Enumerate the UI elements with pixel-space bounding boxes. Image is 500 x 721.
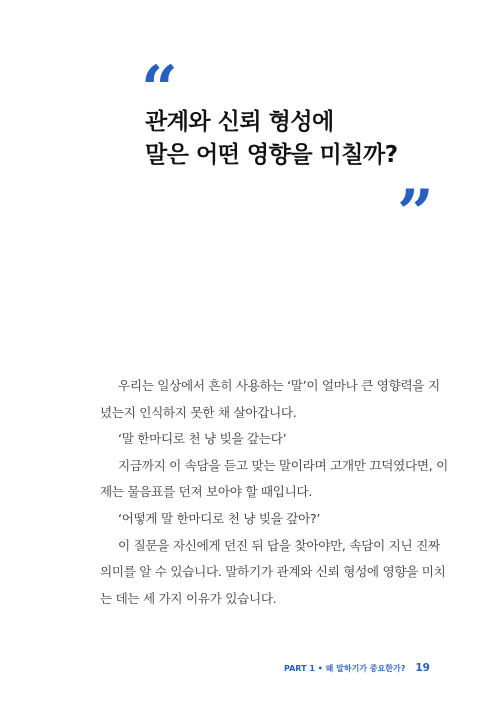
page-footer xyxy=(284,662,430,674)
title-line-2: 말은 어떤 영향을 미칠까? xyxy=(145,142,398,168)
body-line: 제는 물음표를 던져 보아야 할 때입니다. xyxy=(100,484,313,500)
body-line: 이 질문을 자신에게 던진 뒤 답을 찾아야만, 속담이 지닌 진짜 xyxy=(118,537,440,553)
body-line: 우리는 일상에서 흔히 사용하는 ‘말’이 얼마나 큰 영향력을 지 xyxy=(118,378,440,393)
title-line-1: 관계와 신뢰 형성에 xyxy=(145,109,334,135)
chapter-title xyxy=(145,106,398,172)
open-quote-mark: “ xyxy=(141,52,178,127)
body-line: 지금까지 이 속담을 듣고 맞는 말이라며 고개만 끄덕였다면, 이 xyxy=(118,457,448,473)
body-line: 녔는지 인식하지 못한 채 살아갑니다. xyxy=(100,404,297,420)
body-line: 는 데는 세 가지 이유가 있습니다. xyxy=(100,590,277,606)
body-line: 의미를 알 수 있습니다. 말하기가 관계와 신뢰 형성에 영향을 미치 xyxy=(100,564,446,580)
body-line: ‘어떻게 말 한마디로 천 냥 빚을 갚아?’ xyxy=(118,510,321,526)
close-quote-mark: ” xyxy=(397,176,434,251)
page-number: 19 xyxy=(415,662,430,674)
body-line: ‘말 한마디로 천 냥 빚을 갚는다’ xyxy=(118,431,287,447)
running-head: PART 1 • 왜 말하기가 중요한가? xyxy=(283,664,406,673)
body-paragraphs xyxy=(100,373,448,612)
